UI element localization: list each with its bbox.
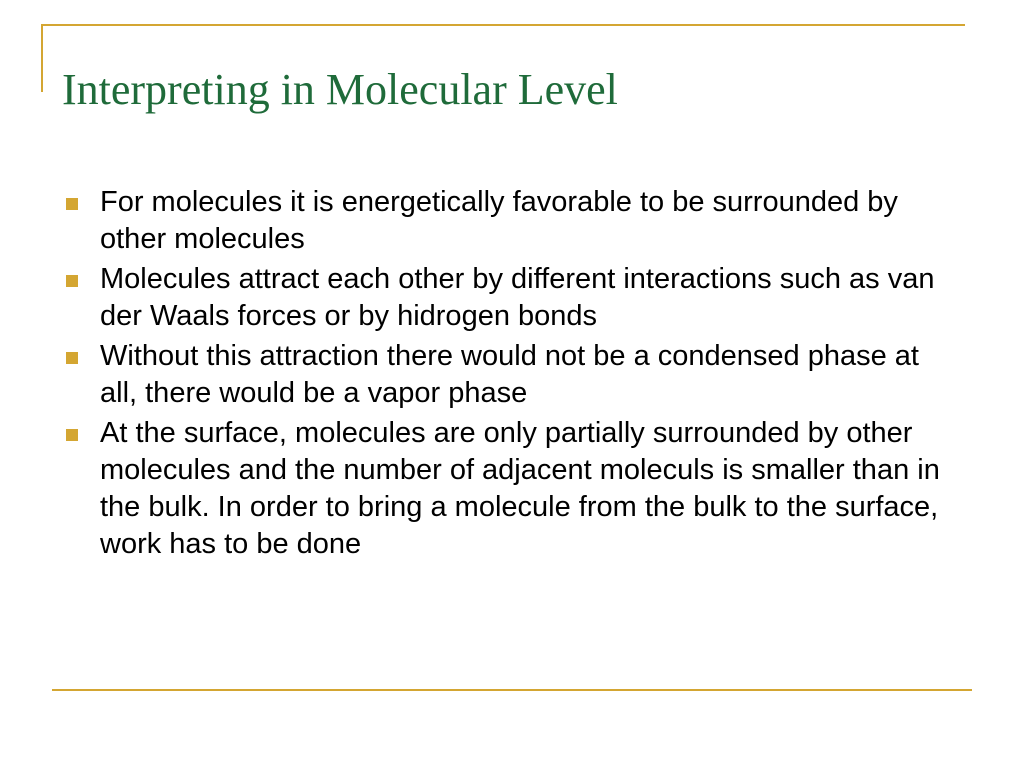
bullet-text: For molecules it is energetically favorable to be surrounded by other molecules (100, 186, 898, 255)
bullet-item (62, 338, 962, 412)
frame-left-line (41, 24, 43, 92)
square-bullet-icon (66, 429, 78, 441)
bullet-item (62, 184, 962, 258)
bullet-item (62, 415, 962, 563)
bullet-text: Without this attraction there would not be a condensed phase at all, there would be a vapor phase (100, 340, 919, 409)
square-bullet-icon (66, 352, 78, 364)
frame-top-line (41, 24, 965, 26)
bullet-item (62, 261, 962, 335)
bullet-text: Molecules attract each other by different interactions such as van der Waals forces or by hidrogen bonds (100, 263, 935, 332)
frame-bottom-line (52, 689, 972, 691)
square-bullet-icon (66, 198, 78, 210)
bullet-text: At the surface, molecules are only partially surrounded by other molecules and the number of adjacent moleculs is smaller than in the bulk. In order to bring a molecule from the bulk to the surface, work has to be done (100, 417, 940, 560)
square-bullet-icon (66, 275, 78, 287)
slide-title: Interpreting in Molecular Level (62, 65, 618, 114)
bullet-list (62, 184, 962, 566)
